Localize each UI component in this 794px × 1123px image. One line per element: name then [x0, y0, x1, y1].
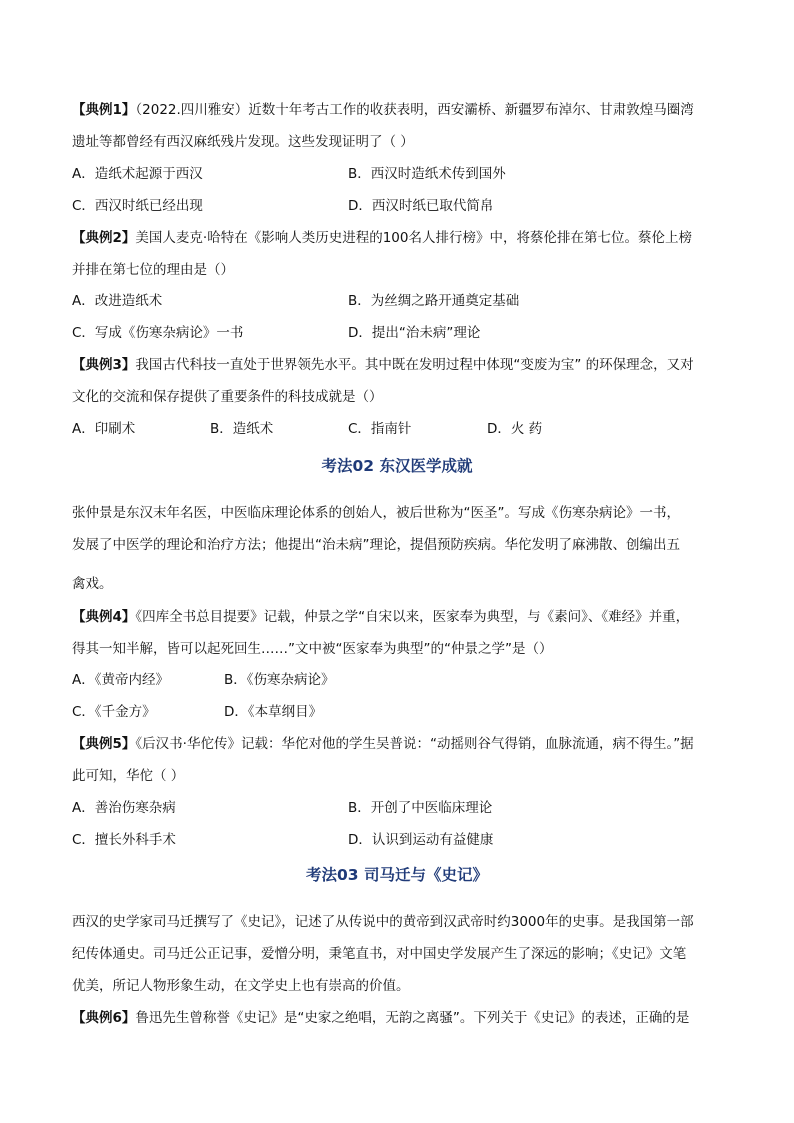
example-3-option-d: D．火 药: [487, 421, 543, 437]
example-4-tag: 【典例4】: [72, 609, 136, 625]
example-4-line-1: [72, 607, 727, 627]
example-3-option-c: C．指南针: [348, 421, 412, 437]
example-1-stem-1: （2022.四川雅安）近数十年考古工作的收获表明，西安灞桥、新疆罗布淖尔、甘肃敦煌马圈湾: [135, 102, 694, 118]
example-4-option-b: B．《伤寒杂病论》: [224, 672, 335, 688]
example-5-option-a: A．善治伤寒杂病: [72, 800, 176, 816]
example-1-tag: 【典例1】: [72, 102, 136, 118]
section-02-paragraph-line-1: 张仲景是东汉末年名医，中医临床理论体系的创始人，被后世称为“医圣”。写成《伤寒杂病论》一书，: [72, 505, 680, 521]
example-5-line-1: [72, 734, 727, 754]
example-6-line-1: [72, 1008, 727, 1028]
example-3-tag: 【典例3】: [72, 357, 136, 373]
example-2-option-c: C．写成《伤寒杂病论》一书: [72, 325, 244, 341]
example-5-option-d: D．认识到运动有益健康: [348, 832, 494, 848]
example-3-option-a: A．印刷术: [72, 421, 136, 437]
example-1-option-c: C．西汉时纸已经出现: [72, 198, 203, 214]
example-1-option-b: B．西汉时造纸术传到国外: [348, 166, 506, 182]
example-2-option-b: B．为丝绸之路开通奠定基础: [348, 293, 520, 309]
example-2-stem-1: 美国人麦克·哈特在《影响人类历史进程的100名人排行榜》中，将蔡伦排在第七位。蔡伦上榜: [135, 230, 692, 246]
example-5-option-c: C．擅长外科手术: [72, 832, 176, 848]
example-4-option-a: A．《黄帝内经》: [72, 672, 169, 688]
example-1-line-1: [72, 100, 727, 120]
example-6-stem-1: 鲁迅先生曾称誉《史记》是“史家之绝唱，无韵之离骚”。下列关于《史记》的表述，正确的是: [135, 1010, 690, 1026]
example-2-stem-2: 并排在第七位的理由是（）: [72, 262, 234, 278]
example-3-line-1: [72, 355, 727, 375]
example-5-stem-1: 《后汉书·华佗传》记载：华佗对他的学生吴普说：“动摇则谷气得销，血脉流通，病不得生。”据: [135, 736, 694, 752]
example-3-stem-2: 文化的交流和保存提供了重要条件的科技成就是（）: [72, 389, 383, 405]
section-heading-03: 考法03 司马迁与《史记》: [306, 866, 488, 884]
example-6-tag: 【典例6】: [72, 1010, 136, 1026]
example-2-option-d: D．提出“治未病”理论: [348, 325, 481, 341]
section-03-paragraph-line-1: 西汉的史学家司马迁撰写了《史记》，记述了从传说中的黄帝到汉武帝时约3000年的史事。是我国第一部: [72, 914, 694, 930]
section-02-paragraph-line-3: 禽戏。: [72, 576, 113, 592]
section-02-paragraph-line-2: 发展了中医学的理论和治疗方法；他提出“治未病”理论，提倡预防疾病。华佗发明了麻沸散、创编出五: [72, 537, 680, 553]
example-2-line-1: [72, 228, 727, 248]
section-heading-02: 考法02 东汉医学成就: [321, 457, 473, 475]
example-4-option-d: D．《本草纲目》: [224, 704, 323, 720]
section-03-paragraph-line-3: 优美，所记人物形象生动，在文学史上也有崇高的价值。: [72, 978, 410, 994]
example-4-stem-1: 《四库全书总目提要》记载，仲景之学“自宋以来，医家奉为典型，与《素问》、《难经》并重，: [135, 609, 690, 625]
example-1-stem-2: 遗址等都曾经有西汉麻纸残片发现。这些发现证明了（ ）: [72, 134, 414, 150]
example-5-tag: 【典例5】: [72, 736, 136, 752]
example-4-option-c: C．《千金方》: [72, 704, 156, 720]
example-1-option-a: A．造纸术起源于西汉: [72, 166, 203, 182]
example-4-stem-2: 得其一知半解，皆可以起死回生……”文中被“医家奉为典型”的“仲景之学”是（）: [72, 641, 553, 657]
example-2-tag: 【典例2】: [72, 230, 136, 246]
example-3-option-b: B．造纸术: [210, 421, 274, 437]
example-5-stem-2: 此可知，华佗（ ）: [72, 768, 185, 784]
example-5-option-b: B．开创了中医临床理论: [348, 800, 493, 816]
example-2-option-a: A．改进造纸术: [72, 293, 163, 309]
section-03-paragraph-line-2: 纪传体通史。司马迁公正记事，爱憎分明，秉笔直书，对中国史学发展产生了深远的影响；《史记》文笔: [72, 946, 687, 962]
example-1-option-d: D．西汉时纸已取代简帛: [348, 198, 494, 214]
example-3-stem-1: 我国古代科技一直处于世界领先水平。其中既在发明过程中体现“变废为宝” 的环保理念，又对: [135, 357, 694, 373]
